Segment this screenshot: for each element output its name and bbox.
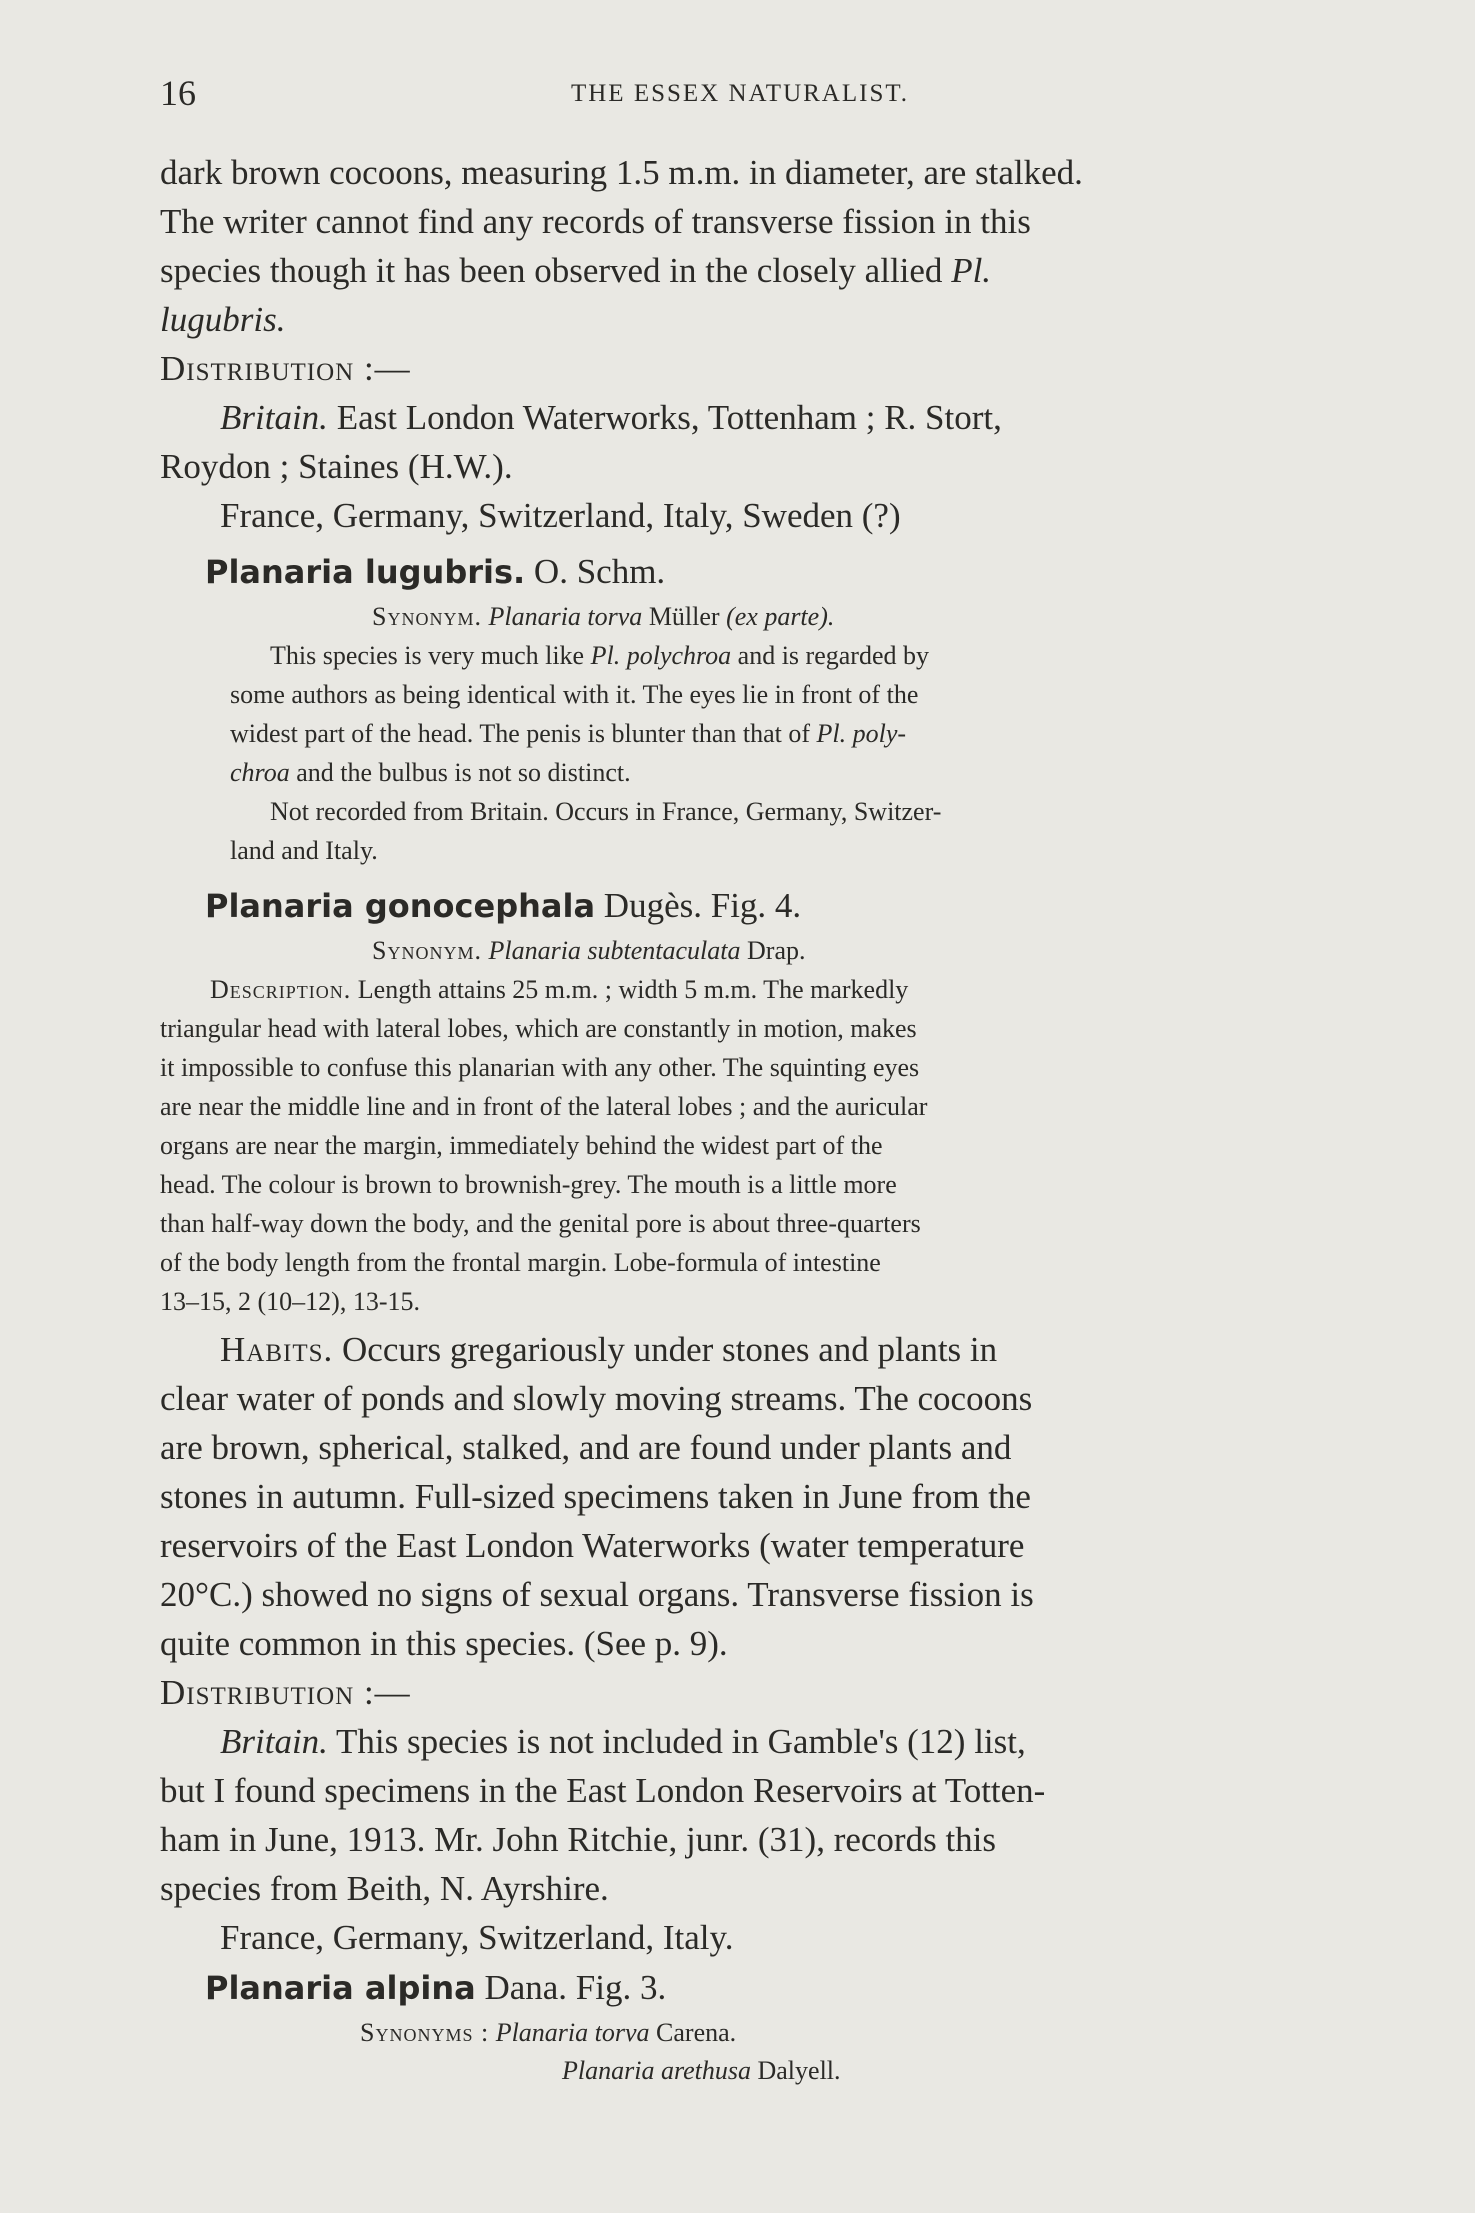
species-author: Dana. <box>475 1968 568 2007</box>
text-line: are near the middle line and in front of the lateral lobes ; and the auricular <box>160 1092 928 1121</box>
running-title: THE ESSEX NATURALIST. <box>570 80 910 107</box>
britain-line: Britain. This species is not included in Gamble's (12) list, <box>220 1722 1026 1761</box>
text-line: Habits. Occurs gregariously under stones and plants in <box>220 1330 998 1369</box>
figure-reference: Fig. 4. <box>701 886 802 925</box>
text-line: dark brown cocoons, measuring 1.5 m.m. in diameter, are stalked. <box>160 153 1083 192</box>
habits-paragraph <box>160 1325 1320 1962</box>
species-description <box>160 636 1320 870</box>
text-line: head. The colour is brown to brownish-grey. The mouth is a little more <box>160 1170 897 1199</box>
species-name: Planaria alpina <box>205 1969 476 2007</box>
species-name: Planaria gonocephala <box>205 887 596 925</box>
text-line: of the body length from the frontal margin. Lobe-formula of intestine <box>160 1248 881 1277</box>
text-line: widest part of the head. The penis is blunter than that of Pl. poly- <box>230 719 907 748</box>
text-line: quite common in this species. (See p. 9). <box>160 1624 728 1663</box>
text-line: clear water of ponds and slowly moving streams. The cocoons <box>160 1379 1033 1418</box>
text-line: some authors as being identical with it. The eyes lie in front of the <box>230 680 919 709</box>
body-text <box>160 148 1320 2090</box>
text-line: land and Italy. <box>230 836 378 865</box>
species-author: Dugès. <box>595 886 702 925</box>
species-heading-lugubris <box>160 546 1320 598</box>
text-line: but I found specimens in the East London Reservoirs at Totten- <box>160 1771 1046 1810</box>
synonym-line: Synonym. Planaria torva Müller (ex parte). <box>372 602 835 631</box>
text-line: lugubris. <box>160 300 286 339</box>
text-line: organs are near the margin, immediately behind the widest part of the <box>160 1131 883 1160</box>
text-line: 13–15, 2 (10–12), 13-15. <box>160 1287 420 1316</box>
text-line: than half-way down the body, and the genital pore is about three-quarters <box>160 1209 921 1238</box>
distribution-label: Distribution :— <box>160 349 411 388</box>
text-line: reservoirs of the East London Waterworks (water temperature <box>160 1526 1025 1565</box>
synonyms-line: Planaria arethusa Dalyell. <box>562 2056 841 2085</box>
text-line: This species is very much like Pl. polychroa and is regarded by <box>270 641 929 670</box>
text-line: ham in June, 1913. Mr. John Ritchie, junr. (31), records this <box>160 1820 997 1859</box>
text-line: it impossible to confuse this planarian with any other. The squinting eyes <box>160 1053 920 1082</box>
text-line: The writer cannot find any records of transverse fission in this <box>160 202 1031 241</box>
distribution-label: Distribution :— <box>160 1673 411 1712</box>
species-heading-gonocephala <box>160 880 1320 932</box>
text-line: 20°C.) showed no signs of sexual organs. Transverse fission is <box>160 1575 1034 1614</box>
text-line: Roydon ; Staines (H.W.). <box>160 447 513 486</box>
species-author: O. Schm. <box>525 552 666 591</box>
species-description <box>160 970 1320 1321</box>
countries-line: France, Germany, Switzerland, Italy. <box>220 1918 734 1957</box>
page-header <box>160 72 1320 122</box>
text-line: triangular head with lateral lobes, which are constantly in motion, makes <box>160 1014 917 1043</box>
species-heading-alpina <box>160 1962 1320 2014</box>
synonyms-line: Synonyms : Planaria torva Carena. <box>360 2018 737 2047</box>
figure-reference: Fig. 3. <box>567 1968 667 2007</box>
synonym-line: Synonym. Planaria subtentaculata Drap. <box>372 936 806 965</box>
page-number: 16 <box>160 73 196 113</box>
text-line: Not recorded from Britain. Occurs in France, Germany, Switzer- <box>270 797 942 826</box>
text-line: species from Beith, N. Ayrshire. <box>160 1869 609 1908</box>
text-line: are brown, spherical, stalked, and are found under plants and <box>160 1428 1012 1467</box>
text-line: species though it has been observed in the closely allied Pl. <box>160 251 992 290</box>
britain-line: Britain. East London Waterworks, Tottenham ; R. Stort, <box>220 398 1002 437</box>
text-line: Description. Length attains 25 m.m. ; width 5 m.m. The markedly <box>210 975 909 1004</box>
text-line: stones in autumn. Full-sized specimens taken in June from the <box>160 1477 1031 1516</box>
species-name: Planaria lugubris. <box>205 553 526 591</box>
text-line: chroa and the bulbus is not so distinct. <box>230 758 631 787</box>
countries-line: France, Germany, Switzerland, Italy, Sweden (?) <box>220 496 901 535</box>
continuation-paragraph <box>160 148 1320 540</box>
